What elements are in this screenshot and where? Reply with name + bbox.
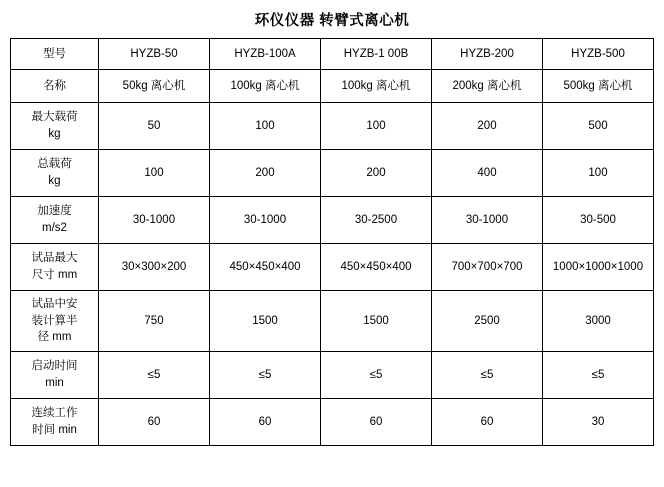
column-header-1: HYZB-50 xyxy=(99,39,210,70)
row-label-line1: 连续工作 xyxy=(31,407,78,420)
row-label-line1: 总载荷 xyxy=(37,158,72,171)
row-label xyxy=(11,399,99,446)
table-cell: 500 xyxy=(543,103,654,150)
row-label: 名称 xyxy=(11,70,99,103)
table-cell: 450×450×400 xyxy=(210,244,321,291)
table-cell: 100kg 离心机 xyxy=(321,70,432,103)
table-cell: 30-1000 xyxy=(432,197,543,244)
row-label xyxy=(11,103,99,150)
table-cell: 1500 xyxy=(210,291,321,352)
table-cell: 700×700×700 xyxy=(432,244,543,291)
table-header-row xyxy=(11,39,654,70)
table-cell: 200kg 离心机 xyxy=(432,70,543,103)
column-header-3: HYZB-1 00B xyxy=(321,39,432,70)
page-title: 环仪仪器 转臂式离心机 xyxy=(254,13,410,29)
table-row xyxy=(11,352,654,399)
row-label xyxy=(11,197,99,244)
row-label xyxy=(11,291,99,352)
table-cell: 200 xyxy=(321,150,432,197)
table-cell: 30 xyxy=(543,399,654,446)
table-cell: 200 xyxy=(432,103,543,150)
row-label-line1: 试品中安 xyxy=(31,297,78,310)
row-label-line1: 最大载荷 xyxy=(31,111,78,124)
table-cell: 50 xyxy=(99,103,210,150)
row-label xyxy=(11,244,99,291)
row-label-line2: 尺寸 mm xyxy=(31,269,78,281)
table-row xyxy=(11,103,654,150)
table-cell: 30-1000 xyxy=(210,197,321,244)
table-cell: 450×450×400 xyxy=(321,244,432,291)
table-cell: 30×300×200 xyxy=(99,244,210,291)
table-cell: 100 xyxy=(99,150,210,197)
table-cell: ≤5 xyxy=(432,352,543,399)
column-header-2: HYZB-100A xyxy=(210,39,321,70)
table-cell: ≤5 xyxy=(321,352,432,399)
table-cell: 60 xyxy=(432,399,543,446)
table-cell: 30-1000 xyxy=(99,197,210,244)
table-row xyxy=(11,70,654,103)
table-cell: 60 xyxy=(321,399,432,446)
table-cell: 100kg 离心机 xyxy=(210,70,321,103)
row-label-line2: min xyxy=(45,377,64,389)
table-cell: ≤5 xyxy=(99,352,210,399)
table-cell: 100 xyxy=(210,103,321,150)
table-cell: 3000 xyxy=(543,291,654,352)
row-label xyxy=(11,150,99,197)
table-cell: 100 xyxy=(543,150,654,197)
table-row xyxy=(11,291,654,352)
row-label-line2: kg xyxy=(48,175,61,187)
specification-table xyxy=(10,38,654,446)
table-cell: 500kg 离心机 xyxy=(543,70,654,103)
table-cell: 60 xyxy=(210,399,321,446)
column-header-5: HYZB-500 xyxy=(543,39,654,70)
table-cell: 60 xyxy=(99,399,210,446)
table-cell: 750 xyxy=(99,291,210,352)
row-label-line2: m/s2 xyxy=(42,222,67,234)
row-label-line1: 启动时间 xyxy=(31,360,78,373)
table-cell: 50kg 离心机 xyxy=(99,70,210,103)
table-cell: 30-2500 xyxy=(321,197,432,244)
table-cell: 200 xyxy=(210,150,321,197)
column-header-4: HYZB-200 xyxy=(432,39,543,70)
table-cell: 2500 xyxy=(432,291,543,352)
column-header-model-label: 型号 xyxy=(11,39,99,70)
row-label-line3: 径 mm xyxy=(37,331,72,344)
table-cell: ≤5 xyxy=(210,352,321,399)
table-row xyxy=(11,197,654,244)
row-label xyxy=(11,352,99,399)
table-row xyxy=(11,244,654,291)
row-label-line2: 装计算半 xyxy=(31,314,78,327)
row-label-line1: 试品最大 xyxy=(31,252,78,265)
table-row xyxy=(11,399,654,446)
table-cell: 100 xyxy=(321,103,432,150)
table-row xyxy=(11,150,654,197)
row-label-line1: 加速度 xyxy=(37,205,72,218)
table-cell: 30-500 xyxy=(543,197,654,244)
table-cell: 1500 xyxy=(321,291,432,352)
table-cell: 1000×1000×1000 xyxy=(543,244,654,291)
row-label-line2: kg xyxy=(48,128,61,140)
row-label-line2: 时间 min xyxy=(32,424,77,436)
table-cell: ≤5 xyxy=(543,352,654,399)
table-cell: 400 xyxy=(432,150,543,197)
